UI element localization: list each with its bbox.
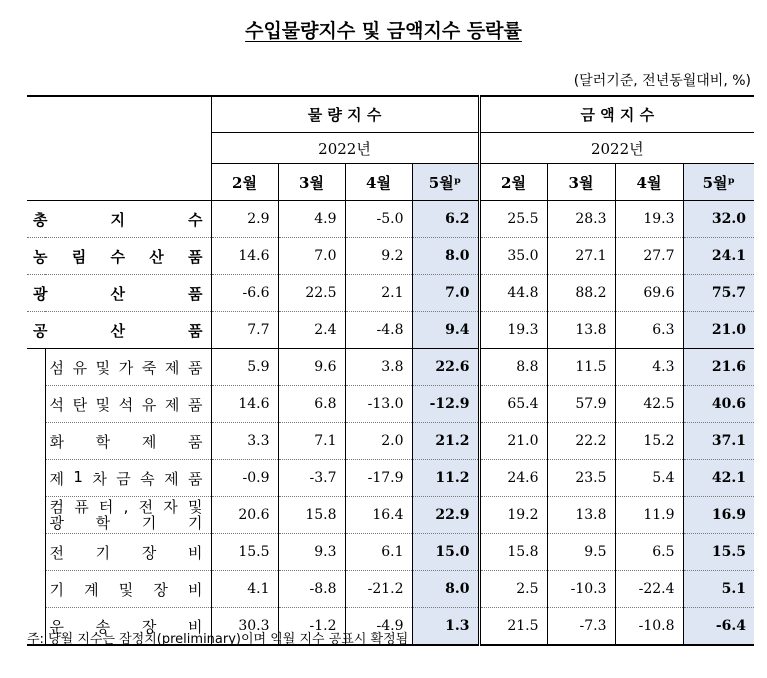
row-label [45, 497, 211, 534]
table-row [27, 571, 754, 608]
value-cell: 15.5 [683, 534, 754, 571]
value-cell: 21.0 [683, 312, 754, 349]
month-header: 2월 [211, 164, 278, 201]
volume-cell: 2.1 [345, 275, 412, 312]
row-label-text: 화 학 제 품 [49, 432, 203, 451]
row-label [27, 312, 211, 349]
row-label [45, 534, 211, 571]
volume-cell: 15.8 [278, 497, 345, 534]
row-label [27, 275, 211, 312]
value-cell: 24.1 [683, 238, 754, 275]
volume-cell: 8.0 [412, 238, 479, 275]
volume-cell: 7.1 [278, 423, 345, 460]
value-cell: 13.8 [547, 497, 615, 534]
month-header: 3월 [278, 164, 345, 201]
indent [27, 460, 45, 497]
volume-group-header: 물 량 지 수 [211, 96, 479, 133]
volume-cell: -12.9 [412, 386, 479, 423]
value-cell: -7.3 [547, 608, 615, 646]
value-cell: 27.1 [547, 238, 615, 275]
volume-cell: 14.6 [211, 238, 278, 275]
volume-cell: -3.7 [278, 460, 345, 497]
value-cell: 5.4 [615, 460, 683, 497]
value-cell: 6.3 [615, 312, 683, 349]
table-row [27, 312, 754, 349]
indent [27, 423, 45, 460]
value-cell: 37.1 [683, 423, 754, 460]
row-label-text: 컴 퓨 터 , 전 자 및 광 학 기 기 [49, 498, 203, 532]
table-row [27, 497, 754, 534]
volume-cell: 22.9 [412, 497, 479, 534]
volume-cell: -5.0 [345, 201, 412, 238]
volume-cell: -4.8 [345, 312, 412, 349]
row-label [27, 201, 211, 238]
table-row [27, 460, 754, 497]
row-label-text: 전 기 장 비 [49, 543, 203, 562]
value-cell: 2.5 [479, 571, 547, 608]
group-header-row [27, 96, 754, 133]
value-cell: 11.5 [547, 349, 615, 386]
value-cell: 19.3 [615, 201, 683, 238]
month-header: 4월 [615, 164, 683, 201]
unit-note: (달러기준, 전년동월대비, %) [573, 73, 751, 89]
volume-cell: 6.1 [345, 534, 412, 571]
value-cell: -10.3 [547, 571, 615, 608]
volume-cell: -17.9 [345, 460, 412, 497]
volume-cell: -4.9 [345, 608, 412, 646]
value-cell: 27.7 [615, 238, 683, 275]
value-cell: 25.5 [479, 201, 547, 238]
value-cell: 15.2 [615, 423, 683, 460]
row-label [45, 571, 211, 608]
volume-cell: 15.5 [211, 534, 278, 571]
volume-cell: -8.8 [278, 571, 345, 608]
table-row [27, 386, 754, 423]
value-cell: 88.2 [547, 275, 615, 312]
month-header: 3월 [547, 164, 615, 201]
volume-cell: -13.0 [345, 386, 412, 423]
value-cell: 44.8 [479, 275, 547, 312]
indent [27, 349, 45, 386]
row-label-text: 석 탄 및 석 유 제 품 [49, 395, 203, 414]
value-cell: 65.4 [479, 386, 547, 423]
value-cell: 42.5 [615, 386, 683, 423]
value-cell: 42.1 [683, 460, 754, 497]
volume-cell: 2.4 [278, 312, 345, 349]
value-year: 2022년 [479, 133, 754, 164]
value-cell: 21.5 [479, 608, 547, 646]
volume-cell: 2.9 [211, 201, 278, 238]
volume-cell: 9.2 [345, 238, 412, 275]
value-cell: 28.3 [547, 201, 615, 238]
row-label [45, 423, 211, 460]
row-label-text: 광 산 품 [33, 284, 203, 303]
indent [27, 571, 45, 608]
value-cell: 22.2 [547, 423, 615, 460]
row-label-text: 공 산 품 [33, 321, 203, 340]
volume-cell: 2.0 [345, 423, 412, 460]
value-cell: 57.9 [547, 386, 615, 423]
volume-cell: 5.9 [211, 349, 278, 386]
volume-cell: 22.5 [278, 275, 345, 312]
month-header: 5월ᵖ [683, 164, 754, 201]
volume-cell: 7.0 [412, 275, 479, 312]
row-label-text: 제 1 차 금 속 제 품 [49, 467, 203, 488]
volume-cell: 3.8 [345, 349, 412, 386]
row-label [45, 460, 211, 497]
row-label [45, 386, 211, 423]
index-table [27, 95, 754, 646]
volume-year: 2022년 [211, 133, 479, 164]
table-row [27, 534, 754, 571]
table-row [27, 423, 754, 460]
value-cell: 24.6 [479, 460, 547, 497]
value-cell: -22.4 [615, 571, 683, 608]
volume-cell: -1.2 [278, 608, 345, 646]
volume-cell: 9.4 [412, 312, 479, 349]
volume-cell: 30.3 [211, 608, 278, 646]
volume-cell: 6.2 [412, 201, 479, 238]
volume-cell: 3.3 [211, 423, 278, 460]
page-title: 수입물량지수 및 금액지수 등락률 [245, 20, 522, 42]
volume-cell: 4.9 [278, 201, 345, 238]
table-row [27, 201, 754, 238]
volume-cell: 6.8 [278, 386, 345, 423]
volume-cell: 22.6 [412, 349, 479, 386]
volume-cell: -21.2 [345, 571, 412, 608]
value-cell: 40.6 [683, 386, 754, 423]
value-cell: 75.7 [683, 275, 754, 312]
row-label-text: 섬 유 및 가 죽 제 품 [49, 358, 203, 377]
volume-cell: 1.3 [412, 608, 479, 646]
volume-cell: 21.2 [412, 423, 479, 460]
value-group-header: 금 액 지 수 [479, 96, 754, 133]
table-row [27, 275, 754, 312]
value-cell: 4.3 [615, 349, 683, 386]
row-label-text: 기 계 및 장 비 [49, 580, 203, 599]
value-cell: 35.0 [479, 238, 547, 275]
footnote: 주: 당월 지수는 잠정치(preliminary)이며 익월 지수 공표시 확정됨 [27, 632, 409, 647]
value-cell: 9.5 [547, 534, 615, 571]
row-label [45, 349, 211, 386]
row-label [27, 238, 211, 275]
volume-cell: 20.6 [211, 497, 278, 534]
table-row [27, 349, 754, 386]
volume-cell: 16.4 [345, 497, 412, 534]
volume-cell: 8.0 [412, 571, 479, 608]
value-cell: 16.9 [683, 497, 754, 534]
value-cell: 13.8 [547, 312, 615, 349]
row-label-text: 농 림 수 산 품 [33, 247, 203, 266]
value-cell: 69.6 [615, 275, 683, 312]
volume-cell: 7.7 [211, 312, 278, 349]
indent [27, 386, 45, 423]
volume-cell: 7.0 [278, 238, 345, 275]
value-cell: 21.6 [683, 349, 754, 386]
value-cell: 21.0 [479, 423, 547, 460]
value-cell: -10.8 [615, 608, 683, 646]
month-header: 4월 [345, 164, 412, 201]
month-header: 5월ᵖ [412, 164, 479, 201]
month-header: 2월 [479, 164, 547, 201]
volume-cell: 4.1 [211, 571, 278, 608]
volume-cell: -6.6 [211, 275, 278, 312]
volume-cell: -0.9 [211, 460, 278, 497]
value-cell: 6.5 [615, 534, 683, 571]
indent [27, 497, 45, 534]
table-row [27, 238, 754, 275]
value-cell: 32.0 [683, 201, 754, 238]
value-cell: 19.2 [479, 497, 547, 534]
row-label-text: 운 송 장 비 [49, 617, 203, 636]
value-cell: 19.3 [479, 312, 547, 349]
value-cell: 5.1 [683, 571, 754, 608]
value-cell: 15.8 [479, 534, 547, 571]
volume-cell: 9.6 [278, 349, 345, 386]
volume-cell: 14.6 [211, 386, 278, 423]
volume-cell: 9.3 [278, 534, 345, 571]
value-cell: 8.8 [479, 349, 547, 386]
value-cell: 11.9 [615, 497, 683, 534]
indent [27, 534, 45, 571]
row-label-text: 총 지 수 [33, 210, 203, 229]
value-cell: 23.5 [547, 460, 615, 497]
volume-cell: 11.2 [412, 460, 479, 497]
volume-cell: 15.0 [412, 534, 479, 571]
value-cell: -6.4 [683, 608, 754, 646]
